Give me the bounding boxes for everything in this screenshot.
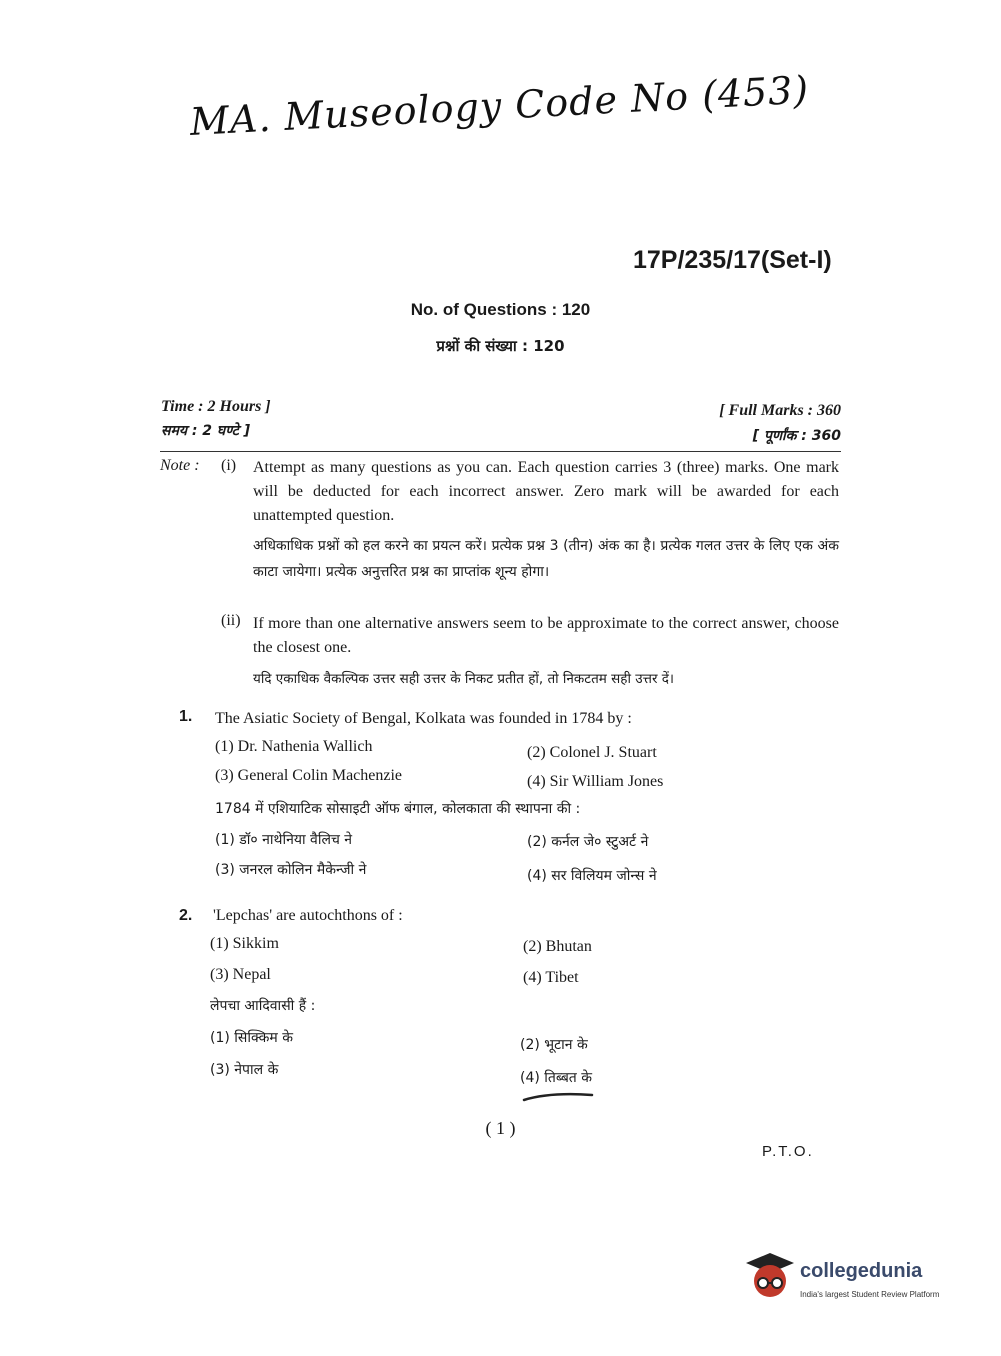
note-i-num: (i) [221,457,237,474]
question-2-option-4: (4) Tibet [523,969,579,986]
collegedunia-tagline: India's largest Student Review Platform [800,1290,940,1299]
question-2-option-3: (3) Nepal [210,966,271,983]
question-1-option-2-hi: (2) कर्नल जे० स्टुअर्ट ने [527,834,649,850]
time-hi: समय : 2 घण्टे ] [161,423,251,439]
note-ii-en: If more than one alternative answers seem to be approximate to the correct answer, choose the closest one. [253,615,839,656]
note-label: Note : [160,457,200,474]
note-ii-num: (ii) [221,612,241,629]
marks-en: [ Full Marks : 360 [719,402,841,419]
question-1-option-4: (4) Sir William Jones [527,773,664,790]
header-rule [160,451,841,452]
pto-label: P.T.O. [762,1143,814,1160]
marks-hi: [ पूर्णांक : 360 [752,428,841,444]
page-number: ( 1 ) [485,1118,516,1138]
question-2-option-3-hi: (3) नेपाल के [210,1062,279,1078]
collegedunia-logo-icon [742,1247,798,1307]
question-2-number: 2. [179,907,193,924]
question-1-option-3-hi: (3) जनरल कोलिन मैकेन्जी ने [215,862,367,878]
question-1-text-hi: 1784 में एशियाटिक सोसाइटी ऑफ बंगाल, कोलकाता की स्थापना की : [215,801,581,817]
question-1-option-2: (2) Colonel J. Stuart [527,744,657,761]
question-1-option-3: (3) General Colin Machenzie [215,767,403,784]
time-en: Time : 2 Hours ] [161,398,271,415]
question-1-option-4-hi: (4) सर विलियम जोन्स ने [527,868,657,884]
question-2-option-2: (2) Bhutan [523,938,592,955]
question-2-option-1: (1) Sikkim [210,935,279,952]
question-1-option-1: (1) Dr. Nathenia Wallich [215,738,373,755]
num-questions-hi: प्रश्नों की संख्या : 120 [436,337,565,355]
note-i-en: Attempt as many questions as you can. Each question carries 3 (three) marks. One mark will be deducted for each incorrect answer. Zero mark will be awarded for each unattempted question. [253,459,839,524]
question-2-option-4-hi: (4) तिब्बत के [520,1070,592,1086]
handwritten-title: MA. Museology Code No (453) [188,67,811,144]
question-1-option-1-hi: (1) डॉ० नाथेनिया वैलिच ने [215,832,353,848]
question-2-text: 'Lepchas' are autochthons of : [213,907,403,924]
collegedunia-logo-text: collegedunia [800,1260,923,1282]
num-questions-en: No. of Questions : 120 [410,300,591,319]
question-2-option-1-hi: (1) सिक्किम के [210,1030,293,1046]
note-ii-hi: यदि एकाधिक वैकल्पिक उत्तर सही उत्तर के निकट प्रतीत हों, तो निकटतम सही उत्तर दें। [253,671,675,687]
question-1-text: The Asiatic Society of Bengal, Kolkata was founded in 1784 by : [215,710,632,727]
pen-underline-mark [520,1090,600,1104]
note-i-hi: अधिकाधिक प्रश्नों को हल करने का प्रयत्न करें। प्रत्येक प्रश्न 3 (तीन) अंक का है। प्रत्येक गलत उत्तर के लिए एक अंक काटा जायेगा। प्रत्येक अनुत्तरित प्रश्न का प्राप्तांक शून्य होगा। [253,538,839,580]
question-2-option-2-hi: (2) भूटान के [520,1037,588,1053]
paper-code: 17P/235/17(Set-I) [633,246,832,274]
question-2-text-hi: लेपचा आदिवासी हैं : [210,998,316,1014]
question-1-number: 1. [179,708,193,725]
